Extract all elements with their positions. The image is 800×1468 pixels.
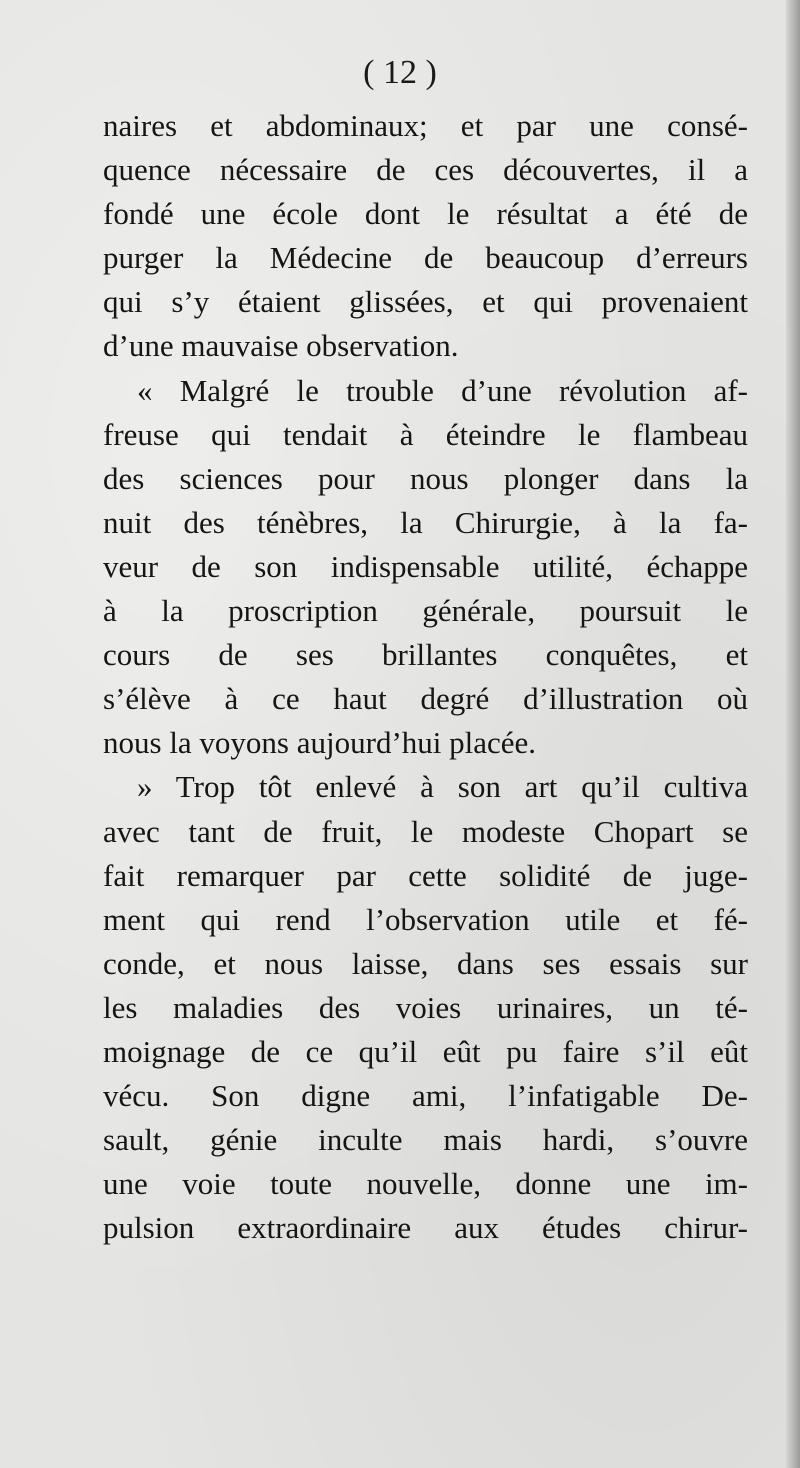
text-line: purger la Médecine de beaucoup d’erreurs	[103, 240, 748, 276]
text-line: une voie toute nouvelle, donne une im-	[103, 1166, 748, 1202]
body-text	[103, 104, 748, 1250]
text-line: avec tant de fruit, le modeste Chopart se	[103, 813, 748, 849]
text-line: qui s’y étaient glissées, et qui provenaient	[103, 284, 748, 320]
text-line: ment qui rend l’observation utile et fé-	[103, 901, 748, 937]
text-line: fondé une école dont le résultat a été de	[103, 196, 748, 232]
text-line: d’une mauvaise observation.	[103, 328, 459, 364]
text-line: sault, génie inculte mais hardi, s’ouvre	[103, 1122, 748, 1158]
text-line: fait remarquer par cette solidité de juge-	[103, 857, 748, 893]
text-line: à la proscription générale, poursuit le	[103, 593, 748, 629]
text-line: pulsion extraordinaire aux études chirur-	[103, 1210, 748, 1246]
text-line: vécu. Son digne ami, l’infatigable De-	[103, 1078, 748, 1114]
text-line: conde, et nous laisse, dans ses essais sur	[103, 945, 748, 981]
page-edge-shadow	[786, 0, 800, 1468]
text-line: moignage de ce qu’il eût pu faire s’il eût	[103, 1033, 748, 1069]
text-line: les maladies des voies urinaires, un té-	[103, 989, 748, 1025]
text-line: veur de son indispensable utilité, échappe	[103, 548, 748, 584]
text-line: » Trop tôt enlevé à son art qu’il cultiva	[137, 769, 748, 805]
text-line: des sciences pour nous plonger dans la	[103, 460, 748, 496]
text-line: nous la voyons aujourd’hui placée.	[103, 725, 537, 761]
text-line: s’élève à ce haut degré d’illustration où	[103, 681, 748, 717]
text-line: freuse qui tendait à éteindre le flambeau	[103, 416, 748, 452]
text-line: « Malgré le trouble d’une révolution af-	[137, 372, 748, 408]
page-number: ( 12 )	[363, 54, 437, 91]
text-line: cours de ses brillantes conquêtes, et	[103, 637, 748, 673]
text-line: nuit des ténèbres, la Chirurgie, à la fa-	[103, 504, 748, 540]
text-line: quence nécessaire de ces découvertes, il a	[103, 152, 748, 188]
text-line: naires et abdominaux; et par une consé-	[103, 108, 748, 143]
